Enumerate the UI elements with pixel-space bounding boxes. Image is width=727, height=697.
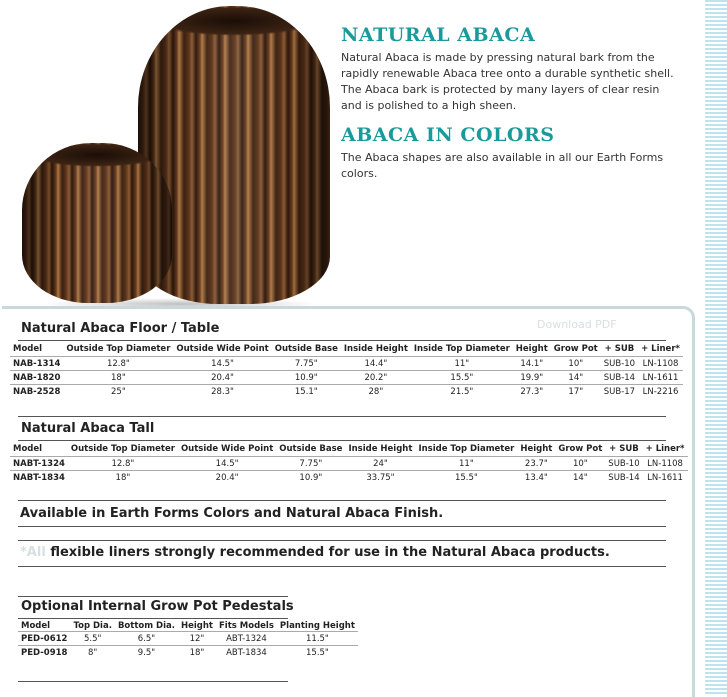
divider	[18, 500, 666, 501]
column-header: Inside Top Diameter	[413, 343, 510, 354]
table-cell: 15.5"	[415, 471, 517, 485]
table-cell: 18"	[68, 471, 178, 485]
column-header: Grow Pot	[558, 443, 603, 454]
model-cell: PED-0612	[18, 632, 70, 646]
tall-table-title: Natural Abaca Tall	[21, 421, 155, 436]
table-cell: 15.1"	[272, 385, 341, 399]
table-cell: SUB-10	[601, 357, 638, 371]
liner-notice-text: flexible liners strongly recommended for use in the Natural Abaca products.	[50, 545, 610, 560]
column-header: Inside Height	[343, 343, 408, 354]
table-cell: LN-1611	[638, 371, 683, 385]
table-cell: SUB-17	[601, 385, 638, 399]
table-cell: 5.5"	[70, 632, 115, 646]
model-cell: PED-0918	[18, 646, 70, 660]
column-header: + SUB	[604, 343, 635, 354]
column-header: Inside Top Diameter	[418, 443, 515, 454]
table-cell: 15.5"	[411, 371, 513, 385]
table-cell: 19.9"	[513, 371, 551, 385]
floor-table-title: Natural Abaca Floor / Table	[21, 321, 220, 336]
model-cell: NAB-2528	[10, 385, 63, 399]
column-header: Model	[13, 443, 43, 454]
column-header: Outside Base	[274, 343, 338, 354]
table-cell: 14.5"	[173, 357, 271, 371]
table-cell: 7.75"	[276, 457, 345, 471]
table-cell: 10"	[551, 357, 601, 371]
column-header: Planting Height	[279, 621, 355, 631]
table-cell: 28.3"	[173, 385, 271, 399]
table-cell: SUB-14	[605, 471, 642, 485]
column-header: Inside Height	[348, 443, 413, 454]
table-cell: 11"	[411, 357, 513, 371]
table-cell: 20.2"	[341, 371, 411, 385]
table-cell: 8"	[70, 646, 115, 660]
table-cell: 28"	[341, 385, 411, 399]
table-cell: SUB-14	[601, 371, 638, 385]
column-header: + SUB	[609, 443, 639, 454]
divider	[18, 540, 666, 541]
table-cell: 12.8"	[68, 457, 178, 471]
table-cell: 17"	[551, 385, 601, 399]
column-header: Top Dia.	[73, 621, 112, 631]
column-header: Height	[515, 343, 548, 354]
table-cell: ABT-1834	[216, 646, 277, 660]
model-cell: NAB-1820	[10, 371, 63, 385]
column-header: Height	[180, 621, 213, 631]
table-cell: 12.8"	[63, 357, 173, 371]
table-cell: 10.9"	[276, 471, 345, 485]
model-cell: NAB-1314	[10, 357, 63, 371]
table-cell: LN-2216	[638, 385, 683, 399]
table-cell: 23.7"	[517, 457, 555, 471]
table-cell: 20.4"	[178, 471, 276, 485]
table-cell: 9.5"	[115, 646, 178, 660]
liner-notice	[20, 545, 610, 560]
column-header: + Liner*	[641, 343, 680, 354]
table-cell: 11.5"	[277, 632, 358, 646]
divider	[18, 566, 666, 567]
model-cell: NABT-1834	[10, 471, 68, 485]
table-cell: 15.5"	[277, 646, 358, 660]
table-cell: 12"	[178, 632, 216, 646]
table-cell: LN-1108	[643, 457, 688, 471]
header-row	[10, 441, 688, 457]
column-header: Fits Models	[218, 621, 274, 631]
abaca-colors-heading: ABACA IN COLORS	[341, 124, 555, 146]
table-row	[10, 457, 688, 471]
table-cell: 18"	[178, 646, 216, 660]
divider	[18, 618, 288, 619]
table-cell: 25"	[63, 385, 173, 399]
pedestals-title: Optional Internal Grow Pot Pedestals	[21, 599, 294, 614]
tall-table-spec-table	[10, 441, 688, 484]
table-cell: SUB-10	[605, 457, 642, 471]
table-row	[10, 357, 683, 371]
table-cell: 13.4"	[517, 471, 555, 485]
table-cell: ABT-1324	[216, 632, 277, 646]
table-row	[10, 471, 688, 485]
divider	[18, 526, 666, 527]
table-cell: 6.5"	[115, 632, 178, 646]
column-header: Height	[520, 443, 553, 454]
table-cell: 18"	[63, 371, 173, 385]
table-row	[10, 371, 683, 385]
model-cell: NABT-1324	[10, 457, 68, 471]
column-header: + Liner*	[645, 443, 685, 454]
table-cell: 14.1"	[513, 357, 551, 371]
table-cell: 24"	[345, 457, 415, 471]
header-row	[10, 341, 683, 357]
table-cell: 10"	[555, 457, 605, 471]
natural-abaca-heading: NATURAL ABACA	[341, 24, 536, 46]
table-cell: 11"	[415, 457, 517, 471]
divider	[18, 416, 666, 417]
column-header: Outside Base	[279, 443, 343, 454]
table-cell: 21.5"	[411, 385, 513, 399]
pedestals-table	[18, 621, 358, 659]
column-header: Outside Wide Point	[176, 343, 269, 354]
table-cell: 14.4"	[341, 357, 411, 371]
table-cell: 20.4"	[173, 371, 271, 385]
column-header: Outside Top Diameter	[66, 343, 171, 354]
small-abaca-pot-image	[22, 143, 172, 303]
table-cell: 7.75"	[272, 357, 341, 371]
column-header: Outside Top Diameter	[70, 443, 175, 454]
table-cell: 14"	[555, 471, 605, 485]
download-pdf-link[interactable]: Download PDF	[537, 318, 617, 331]
table-cell: LN-1611	[643, 471, 688, 485]
table-row	[10, 385, 683, 399]
divider	[18, 596, 288, 597]
column-header: Grow Pot	[553, 343, 598, 354]
floor-table-spec-table	[10, 341, 683, 398]
column-header: Model	[21, 621, 51, 631]
table-row	[18, 632, 358, 646]
table-cell: 14.5"	[178, 457, 276, 471]
availability-notice: Available in Earth Forms Colors and Natural Abaca Finish.	[20, 506, 444, 521]
table-cell: LN-1108	[638, 357, 683, 371]
natural-abaca-description: Natural Abaca is made by pressing natural bark from the rapidly renewable Abaca tree onto a durable synthetic shell. The Abaca bark is protected by many layers of clear resin and is polished to a high sheen.	[341, 51, 674, 112]
column-header: Outside Wide Point	[180, 443, 274, 454]
table-cell: 27.3"	[513, 385, 551, 399]
table-cell: 33.75"	[345, 471, 415, 485]
intro-section	[341, 24, 681, 182]
table-cell: 14"	[551, 371, 601, 385]
liner-notice-prefix: *All	[20, 545, 46, 560]
abaca-colors-description: The Abaca shapes are also available in all our Earth Forms colors.	[341, 151, 664, 180]
header-row	[18, 621, 358, 632]
column-header: Model	[13, 343, 43, 354]
divider	[18, 681, 288, 682]
table-cell: 10.9"	[272, 371, 341, 385]
table-row	[18, 646, 358, 660]
decorative-stripe-border	[705, 0, 727, 696]
column-header: Bottom Dia.	[117, 621, 175, 631]
